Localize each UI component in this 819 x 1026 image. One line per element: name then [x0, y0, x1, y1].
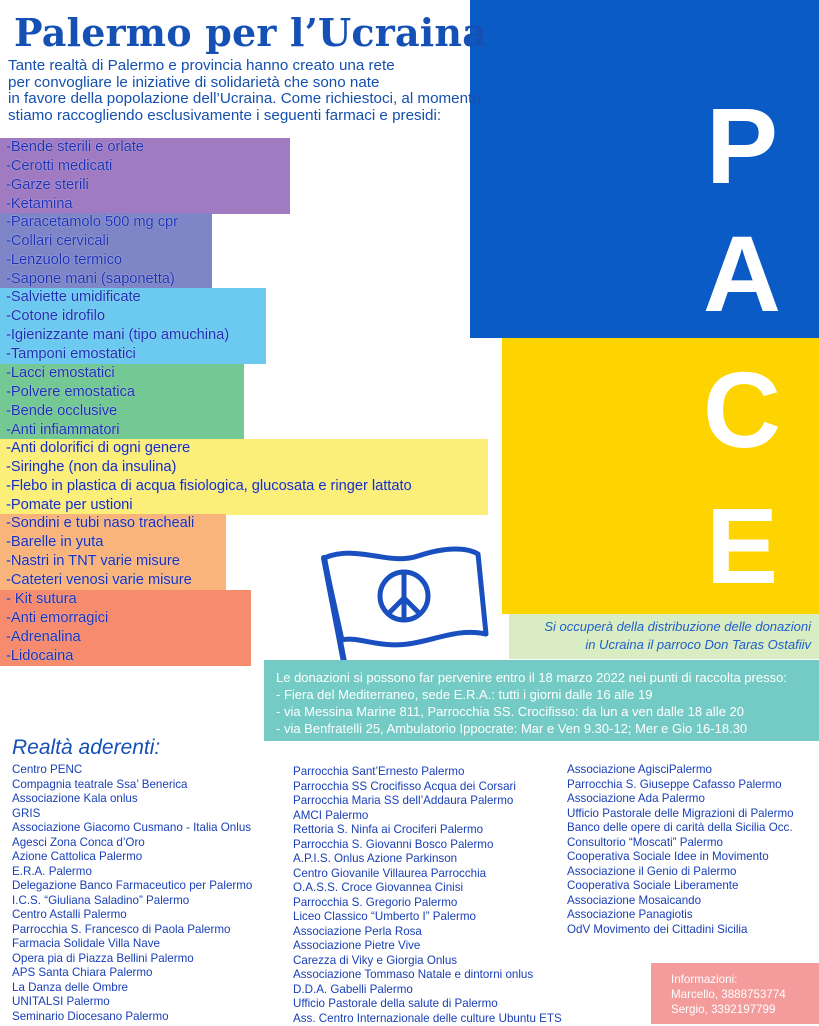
intro-paragraph — [8, 58, 488, 124]
adherent-item: Parrocchia Maria SS dell’Addaura Palermo — [293, 794, 562, 809]
supply-item: -Sapone mani (saponetta) — [0, 270, 212, 289]
adherent-item: Associazione il Genio di Palermo — [567, 865, 794, 880]
contact-info-box — [651, 963, 819, 1024]
adherent-item: Carezza di Viky e Giorgia Onlus — [293, 954, 562, 969]
donation-point: - Fiera del Mediterraneo, sede E.R.A.: tutti i giorni dalle 16 alle 19 — [264, 686, 819, 703]
supply-item: -Flebo in plastica di acqua fisiologica, glucosata e ringer lattato — [0, 477, 488, 496]
supply-group-1 — [0, 138, 290, 214]
supply-item: -Lenzuolo termico — [0, 251, 212, 270]
adherent-item: Associazione Panagiotis — [567, 908, 794, 923]
adherent-item: Associazione AgisciPalermo — [567, 763, 794, 778]
adherent-item: Rettoria S. Ninfa ai Crociferi Palermo — [293, 823, 562, 838]
donation-heading: Le donazioni si possono far pervenire entro il 18 marzo 2022 nei punti di raccolta presso: — [264, 660, 819, 686]
adherent-item: Azione Cattolica Palermo — [12, 850, 252, 865]
adherent-item: Liceo Classico “Umberto I” Palermo — [293, 910, 562, 925]
adherent-item: Seminario Diocesano Palermo — [12, 1010, 252, 1025]
adherent-item: O.A.S.S. Croce Giovannea Cinisi — [293, 881, 562, 896]
adherent-item: E.R.A. Palermo — [12, 865, 252, 880]
supply-group-7 — [0, 590, 251, 666]
distribution-line: in Ucraina il parroco Don Taras Ostafiiv — [509, 636, 819, 654]
supply-item: -Siringhe (non da insulina) — [0, 458, 488, 477]
supply-item: -Collari cervicali — [0, 232, 212, 251]
adherent-item: Parrocchia S. Francesco di Paola Palermo — [12, 923, 252, 938]
supply-item: -Anti emorragici — [0, 609, 251, 628]
pace-letter-p: P — [682, 92, 802, 200]
adherents-heading: Realtà aderenti: — [12, 736, 160, 760]
supply-item: -Bende sterili e orlate — [0, 138, 290, 157]
adherents-column-1 — [12, 763, 252, 1024]
supply-item: -Nastri in TNT varie misure — [0, 552, 226, 571]
adherent-item: D.D.A. Gabelli Palermo — [293, 983, 562, 998]
pace-letter-c: C — [682, 356, 802, 464]
adherent-item: Parrocchia S. Giuseppe Cafasso Palermo — [567, 778, 794, 793]
distribution-note — [509, 614, 819, 659]
adherent-item: APS Santa Chiara Palermo — [12, 966, 252, 981]
intro-line: stiamo raccogliendo esclusivamente i seguenti farmaci e presidi: — [8, 108, 488, 125]
supply-item: -Cateteri venosi varie misure — [0, 571, 226, 590]
adherent-item: Associazione Perla Rosa — [293, 925, 562, 940]
adherent-item: UNITALSI Palermo — [12, 995, 252, 1010]
supply-group-2 — [0, 213, 212, 289]
adherent-item: Cooperativa Sociale Liberamente — [567, 879, 794, 894]
supply-item: -Lacci emostatici — [0, 364, 244, 383]
supply-item: -Salviette umidificate — [0, 288, 266, 307]
adherent-item: Farmacia Solidale Villa Nave — [12, 937, 252, 952]
adherent-item: Centro Astalli Palermo — [12, 908, 252, 923]
adherent-item: Associazione Kala onlus — [12, 792, 252, 807]
supply-item: -Paracetamolo 500 mg cpr — [0, 213, 212, 232]
adherent-item: Parrocchia SS Crocifisso Acqua dei Corsari — [293, 780, 562, 795]
page-title: Palermo per l’Ucraina — [14, 10, 487, 55]
contact-info-title: Informazioni: — [651, 963, 819, 987]
supply-item: -Anti infiammatori — [0, 421, 244, 440]
adherent-item: Compagnia teatrale Ssa’ Benerica — [12, 778, 252, 793]
donation-point: - via Messina Marine 811, Parrocchia SS. Crocifisso: da lun a ven dalle 18 alle 20 — [264, 703, 819, 720]
adherent-item: Cooperativa Sociale Idee in Movimento — [567, 850, 794, 865]
donation-points — [264, 660, 819, 741]
supply-item: -Tamponi emostatici — [0, 345, 266, 364]
adherents-column-3 — [567, 763, 794, 937]
adherent-item: Banco delle opere di carità della Sicilia Occ. — [567, 821, 794, 836]
adherent-item: A.P.I.S. Onlus Azione Parkinson — [293, 852, 562, 867]
adherent-item: Parrocchia S. Gregorio Palermo — [293, 896, 562, 911]
distribution-line: Si occuperà della distribuzione delle donazioni — [509, 614, 819, 636]
adherents-column-2 — [293, 765, 562, 1026]
adherent-item: Ass. Centro Internazionale delle culture Ubuntu ETS — [293, 1012, 562, 1026]
intro-line: Tante realtà di Palermo e provincia hanno creato una rete — [8, 58, 488, 75]
adherent-item: Associazione Tommaso Natale e dintorni onlus — [293, 968, 562, 983]
supply-item: -Garze sterili — [0, 176, 290, 195]
adherent-item: Associazione Mosaicando — [567, 894, 794, 909]
supply-group-6 — [0, 514, 226, 590]
adherent-item: Centro PENC — [12, 763, 252, 778]
supply-group-4 — [0, 364, 244, 440]
adherent-item: Centro Giovanile Villaurea Parrocchia — [293, 867, 562, 882]
adherent-item: Delegazione Banco Farmaceutico per Palermo — [12, 879, 252, 894]
supply-item: -Bende occlusive — [0, 402, 244, 421]
adherent-item: Associazione Giacomo Cusmano - Italia Onlus — [12, 821, 252, 836]
adherent-item: Ufficio Pastorale delle Migrazioni di Palermo — [567, 807, 794, 822]
adherent-item: Consultorio “Moscati” Palermo — [567, 836, 794, 851]
adherent-item: Opera pia di Piazza Bellini Palermo — [12, 952, 252, 967]
peace-flag-icon — [318, 536, 490, 666]
adherent-item: Parrocchia Sant’Ernesto Palermo — [293, 765, 562, 780]
supply-group-3 — [0, 288, 266, 364]
supply-item: -Igienizzante mani (tipo amuchina) — [0, 326, 266, 345]
supply-item: -Adrenalina — [0, 628, 251, 647]
pace-letter-a: A — [682, 220, 802, 328]
donation-point: - via Benfratelli 25, Ambulatorio Ippocrate: Mar e Ven 9.30-12; Mer e Gio 16-18.30 — [264, 720, 819, 737]
adherent-item: Agesci Zona Conca d’Oro — [12, 836, 252, 851]
supply-group-5 — [0, 439, 488, 515]
adherent-item: AMCI Palermo — [293, 809, 562, 824]
supply-item: -Lidocaina — [0, 647, 251, 666]
adherent-item: Parrocchia S. Giovanni Bosco Palermo — [293, 838, 562, 853]
adherent-item: OdV Movimento dei Cittadini Sicilia — [567, 923, 794, 938]
supply-item: -Cotone idrofilo — [0, 307, 266, 326]
adherent-item: Associazione Ada Palermo — [567, 792, 794, 807]
supply-item: -Ketamina — [0, 195, 290, 214]
intro-line: per convogliare le iniziative di solidarietà che sono nate — [8, 75, 488, 92]
adherent-item: GRIS — [12, 807, 252, 822]
adherent-item: Associazione Pietre Vive — [293, 939, 562, 954]
contact-phone: Marcello, 3888753774 — [651, 987, 819, 1002]
adherent-item: Ufficio Pastorale della salute di Palermo — [293, 997, 562, 1012]
pace-letter-e: E — [682, 492, 802, 600]
adherent-item: I.C.S. “Giuliana Saladino” Palermo — [12, 894, 252, 909]
supply-item: -Polvere emostatica — [0, 383, 244, 402]
supply-item: -Cerotti medicati — [0, 157, 290, 176]
contact-phone: Sergio, 3392197799 — [651, 1002, 819, 1017]
supply-item: -Barelle in yuta — [0, 533, 226, 552]
intro-line: in favore della popolazione dell’Ucraina. Come richiestoci, al momento, — [8, 91, 488, 108]
supply-item: -Pomate per ustioni — [0, 496, 488, 515]
adherent-item: La Danza delle Ombre — [12, 981, 252, 996]
supply-item: -Anti dolorifici di ogni genere — [0, 439, 488, 458]
supply-item: - Kit sutura — [0, 590, 251, 609]
supply-item: -Sondini e tubi naso tracheali — [0, 514, 226, 533]
